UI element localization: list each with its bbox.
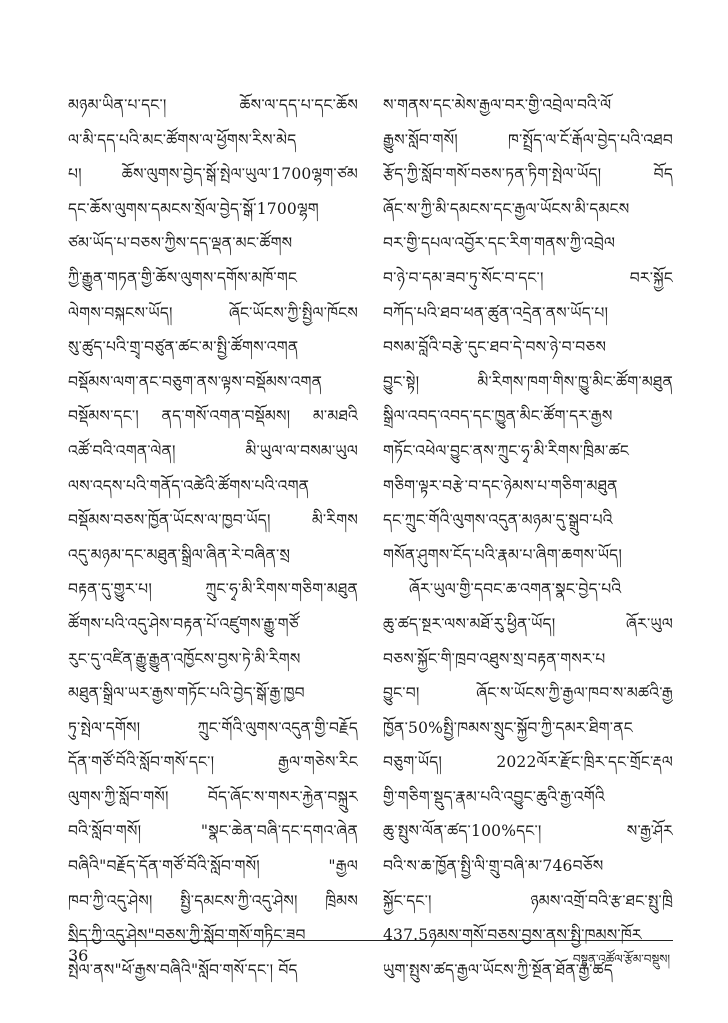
text-line: 437.5ཉམས་གསོ་བཅས་བྱས་ནས་སྤྱི་ཁམས་ཁོར: [383, 926, 642, 945]
text-line: རྩོད་ཀྱི་སློབ་གསོ་བཅས་ཏན་ཏིག་སྤེལ་ཡོད། བོད: [383, 165, 673, 184]
text-line: ཆུ་སྤུས་ལོན་ཚད་100%དང་། ས་རྒྱ་ཤོར: [383, 822, 673, 841]
text-line: བསམ་བློའི་བརྩེ་དུང་ཐབ་དེ་བས་ཉེ་བ་བཅས: [383, 338, 607, 357]
text-line: སྐྱོང་དང་། ཉམས་འགྲོ་བའི་རྩ་ཐང་སྤུ་ཁྲི: [383, 891, 673, 910]
text-line: བྱུང་བ། ཞོང་ས་ཡོངས་ཀྱི་རྒྱལ་ཁབ་ས་མཚའི་རྒྱ: [383, 684, 673, 703]
text-line: དང་ཆོས་ལུགས་དམངས་སྲོལ་བྱེད་སྒོ་1700ལྷག: [68, 199, 319, 218]
text-line: ལས་འདས་པའི་གནོད་འཚེའི་ཚོགས་པའི་འགན: [68, 476, 310, 495]
text-line: གཅིག་ལྟར་བརྩེ་བ་དང་ཉེམས་པ་གཅིག་མཐུན: [383, 476, 618, 495]
text-line: གཏོང་འཕེལ་བྱུང་ནས་ཀྲུང་ཧྭ་མི་རིགས་ཁྲིམ་ཚང: [383, 441, 630, 460]
text-line: སྲིད་ཀྱི་འདུ་ཤེས"བཅས་ཀྱི་སློབ་གསོ་གཏིང་ཟབ: [68, 926, 306, 945]
text-line: ལ་མི་དད་པའི་མང་ཚོགས་ལ་ཕྱོགས་རིས་མེད: [68, 130, 297, 149]
text-line: ཞོར་ཡུལ་གྱི་དབང་ཆ་འགན་སྣང་བྱེད་པའི: [409, 580, 622, 599]
text-line: ལེགས་བསྐངས་ཡོད། ཞོང་ཡོངས་ཀྱི་སྤྱིལ་ཁོངས: [68, 303, 358, 322]
text-line: དོན་གཙོ་བོའི་སློབ་གསོ་དང་། རྒྱལ་གཅེས་རིང: [68, 753, 358, 772]
text-line: ས་གནས་དང་མེས་རྒྱལ་བར་གྱི་འབྲེལ་བའི་ལོ: [383, 96, 612, 114]
text-line: ལུགས་ཀྱི་སློབ་གསོ། བོད་ཞོང་ས་གསར་རྐྱེན་བསྐྲུར: [68, 787, 358, 806]
text-line: བྱུང་སྟེ། མི་རིགས་ཁག་གིས་ཁྱུ་མིང་ཚོག་མཐུན: [383, 372, 673, 391]
text-line: བཀོད་པའི་ཐབ་ཕན་ཚུན་འདྲེན་ནས་ཡོད་པ།: [383, 303, 609, 322]
running-title: བསྟན་འཚོལ་རྩོམ་བསྡུས།: [572, 952, 670, 966]
text-line: གྱི་གཅིག་སྡུད་རྣམ་པའི་འབྱུང་ཆུའི་རྒྱ་འགོའི: [383, 787, 605, 806]
text-line: བའི་ས་ཆ་ཁྱོན་སྤྱི་ལི་གྲུ་བཞི་མ་746བཅོས: [383, 857, 604, 876]
text-line: བསྡོམས་བཅས་ཁྱོན་ཡོངས་ལ་ཁྱབ་ཡོད། མི་རིགས: [68, 511, 358, 530]
text-line: སྤེལ་ནས"ཕོ་རྒྱས་བཞིའི"སློབ་གསོ་དང་། བོད: [68, 960, 298, 979]
text-line: རྒྱུས་སློབ་གསོ། ཁ་སྤྲོད་ལ་ངོ་རྒོལ་བྱེད་པའི་འཐབ: [383, 130, 673, 149]
text-line: བཅས་སྐྱོང་གི་ཁྲབ་འཐུས་སྲ་བརྟན་གསར་པ: [383, 649, 606, 668]
text-line: ཀྱི་རྒྱུན་གཏན་གྱི་ཆོས་ལུགས་དགོས་མཁོ་གང: [68, 268, 298, 287]
text-line: བ་ཉེ་བ་དམ་ཟབ་ཏུ་སོང་བ་དང་། བར་སྐྱོང: [383, 268, 673, 287]
text-line: རུང་དུ་འཛིན་རྒྱུ་རྒྱུན་འཁྱོངས་བྱས་ཏེ་མི་རིགས: [68, 649, 301, 668]
text-line: ཆུ་ཚད་སྔར་ལས་མཐོ་རུ་ཕྱིན་ཡོད། ཞོར་ཡུལ: [383, 614, 673, 633]
text-line: ཏུ་སྤེལ་དགོས། ཀྲུང་གོའི་ལུགས་འདུན་གྱི་བརྗོད: [68, 718, 358, 737]
text-line: དང་ཀྲུང་གོའི་ལུགས་འདུན་མཉམ་དུ་སྒྲུབ་པའི: [383, 511, 613, 530]
text-line: ཞོང་ས་ཀྱི་མི་དམངས་དང་རྒྱལ་ཡོངས་མི་དམངས: [383, 199, 630, 218]
text-line: གསོན་ཤུགས་ངོད་པའི་རྣམ་པ་ཞིག་ཆགས་ཡོད།: [383, 545, 622, 564]
text-line: བཅུག་ཡོད། 2022ལོར་རྫོང་ཁྲིར་དང་གྲོང་རྡལ: [383, 753, 673, 772]
text-line: ཁབ་ཀྱི་འདུ་ཤེས། སྤྱི་དམངས་ཀྱི་འདུ་ཤེས། ཁྲིམས: [68, 891, 358, 910]
text-line: ཙམ་ཡོད་པ་བཅས་ཀྱིས་དད་ལྡན་མང་ཚོགས: [68, 234, 293, 253]
text-line: སྒྲིལ་འབད་འབད་དང་ཁྱུན་མིང་ཚོག་དར་རྒྱས: [383, 407, 613, 426]
text-line: བཞིའི"བརྗོད་དོན་གཙོ་བོའི་སློབ་གསོ། "རྒྱལ: [68, 857, 358, 876]
text-line: བསྡོམས་དང་། ནད་གསོ་འགན་བསྡོམས། མ་མཐའི: [68, 407, 358, 426]
text-line: བའི་སློབ་གསོ། "སྣང་ཆེན་བཞི་དང་དགའ་ཞེན: [68, 822, 358, 841]
left-column: [68, 88, 358, 987]
right-column: [383, 88, 673, 987]
text-line: པ། ཆོས་ལུགས་བྱེད་སྒོ་སྤེལ་ཡུལ་1700ལྷག་ཙམ: [68, 165, 358, 184]
footer-rule: [68, 940, 673, 941]
text-line: བསྡོམས་ལག་ནང་བཅུག་ནས་ལྟས་བསྡོམས་འགན: [68, 372, 323, 391]
text-line: བར་གྱི་དཔལ་འབྱོར་དང་རིག་གནས་ཀྱི་འབྲེལ: [383, 234, 616, 253]
text-line: སུ་ཚུད་པའི་གྲྭ་བཙུན་ཚང་མ་སྤྱི་ཚོགས་འགན: [68, 338, 299, 357]
text-line: ཡུག་སྤུས་ཚད་རྒྱལ་ཡོངས་ཀྱི་སྔོན་ཐོན་རྒྱ་ཚད: [383, 960, 614, 979]
text-line: འདུ་མཉམ་དང་མཐུན་སྒྲིལ་ཞིན་རེ་བཞིན་སྲ: [68, 545, 291, 564]
text-line: མཉམ་ཡིན་པ་དང་། ཆོས་ལ་དད་པ་དང་ཆོས: [68, 96, 358, 114]
text-line: ཁྱོན་50%སྤྱི་ཁམས་སྲུང་སྐྱོབ་ཀྱི་དམར་ཐིག་ནང: [383, 718, 633, 737]
text-line: ཚོགས་པའི་འདུ་ཤེས་བརྟན་པོ་འཛུགས་རྒྱུ་གཙོ: [68, 614, 299, 633]
text-line: མཐུན་སྒྲིལ་ཡར་རྒྱས་གཏོང་པའི་བྱེད་སྒོ་རྒྱ་ཁྱབ: [68, 684, 305, 703]
text-line: བརྟན་དུ་གྱུར་པ། ཀྲུང་ཧྭ་མི་རིགས་གཅིག་མཐུན: [68, 580, 358, 599]
page-number: 36: [68, 946, 89, 965]
text-line: འཚོ་བའི་འགན་ལེན། མི་ཡུལ་ལ་བསམ་ཡུལ: [68, 441, 358, 460]
